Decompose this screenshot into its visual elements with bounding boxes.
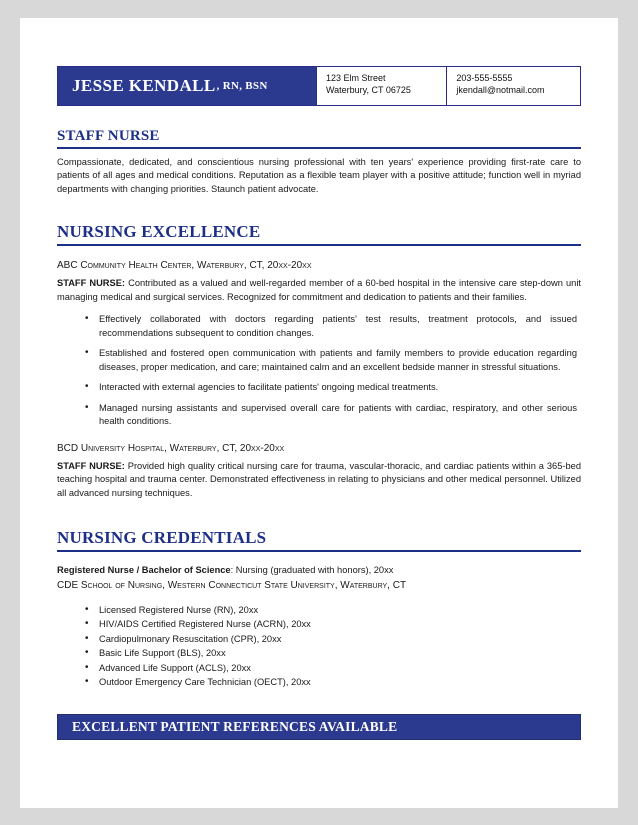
list-item: • HIV/AIDS Certified Registered Nurse (ACRN), 20xx (99, 618, 581, 631)
employer-1 (57, 260, 581, 271)
list-item: • Outdoor Emergency Care Technician (OECT), 20xx (99, 676, 581, 689)
list-item: • Effectively collaborated with doctors regarding patients' test results, treatment protocols, and issued recommendations subsequent to condition changes. (99, 313, 581, 340)
role-2-text: Provided high quality critical nursing care for trauma, vascular-thoracic, and cardiac patients within a 365-bed teaching hospital and trauma center. Demonstrated effectiveness in relating to physicians and other medical personnel. Utilized all advanced nursing techniques. (57, 460, 581, 498)
employer-1-name: ABC Community Health Center, Waterbury, CT, 20xx-20xx (57, 260, 312, 272)
experience-section (57, 222, 581, 500)
license-list (57, 604, 581, 690)
header-address-block (316, 67, 446, 105)
degree-label: Registered Nurse / Bachelor of Science (57, 565, 231, 576)
candidate-credentials: , RN, BSN (216, 80, 268, 92)
role-1-text: Contributed as a valued and well-regarded member of a 60-bed hospital in the intensive care step-down unit managing medical and surgical services. Recognized for commitment and dedication to patients and their families. (57, 278, 581, 302)
credentials-rule (57, 550, 581, 552)
experience-heading: NURSING EXCELLENCE (57, 222, 261, 242)
role-1-description (57, 277, 581, 304)
address-line-1: 123 Elm Street (326, 73, 386, 83)
list-item: • Established and fostered open communication with patients and family members to provide education regarding diseases, proper medication, and care; maintained calm and an excellent bedside manner in stressful situations. (99, 347, 581, 374)
school-name: CDE School of Nursing, Western Connecticut State University, Waterbury, CT (57, 579, 407, 591)
list-item: • Managed nursing assistants and supervised overall care for patients with cardiac, respiratory, and other serious health conditions. (99, 402, 581, 429)
credentials-heading: NURSING CREDENTIALS (57, 528, 267, 548)
address-line-2: Waterbury, CT 06725 (326, 85, 411, 96)
header-contact-block (446, 67, 580, 105)
experience-rule (57, 244, 581, 246)
resume-page (20, 18, 618, 808)
role-2-description (57, 460, 581, 500)
professional-summary: Compassionate, dedicated, and conscientious nursing professional with ten years' experience providing first-rate care to patients of all ages and medical conditions. Reputation as a flexible team player with a positive attitude; function well in myriad departments with changing priorities. Staunch patient advocate. (57, 157, 581, 194)
list-item: • Interacted with external agencies to facilitate patients' ongoing medical treatments. (99, 381, 581, 394)
list-item: • Licensed Registered Nurse (RN), 20xx (99, 604, 581, 617)
list-item: • Advanced Life Support (ACLS), 20xx (99, 662, 581, 675)
job-title-heading: STAFF NURSE (57, 128, 160, 144)
credentials-section (57, 528, 581, 690)
role-2-label: STAFF NURSE: (57, 460, 125, 471)
role-1-label: STAFF NURSE: (57, 278, 126, 289)
resume-header (57, 66, 581, 106)
phone-number: 203-555-5555 (456, 73, 513, 83)
references-banner-text: EXCELLENT PATIENT REFERENCES AVAILABLE (72, 718, 398, 734)
references-banner (57, 714, 581, 740)
resume-content (57, 66, 581, 740)
list-item: • Cardiopulmonary Resuscitation (CPR), 20xx (99, 633, 581, 646)
employer-2 (57, 443, 581, 454)
job-title-section (57, 128, 581, 196)
candidate-name: JESSE KENDALL (72, 76, 216, 95)
list-item: • Basic Life Support (BLS), 20xx (99, 647, 581, 660)
employer-2-name: BCD University Hospital, Waterbury, CT, 20xx-20xx (57, 442, 285, 454)
degree-line (57, 564, 581, 593)
header-name-block (58, 67, 316, 105)
job-title-rule (57, 147, 581, 149)
email-address[interactable]: jkendall@notmail.com (456, 85, 545, 96)
role-1-bullets (57, 313, 581, 428)
degree-text: : Nursing (graduated with honors), 20xx (230, 565, 394, 576)
